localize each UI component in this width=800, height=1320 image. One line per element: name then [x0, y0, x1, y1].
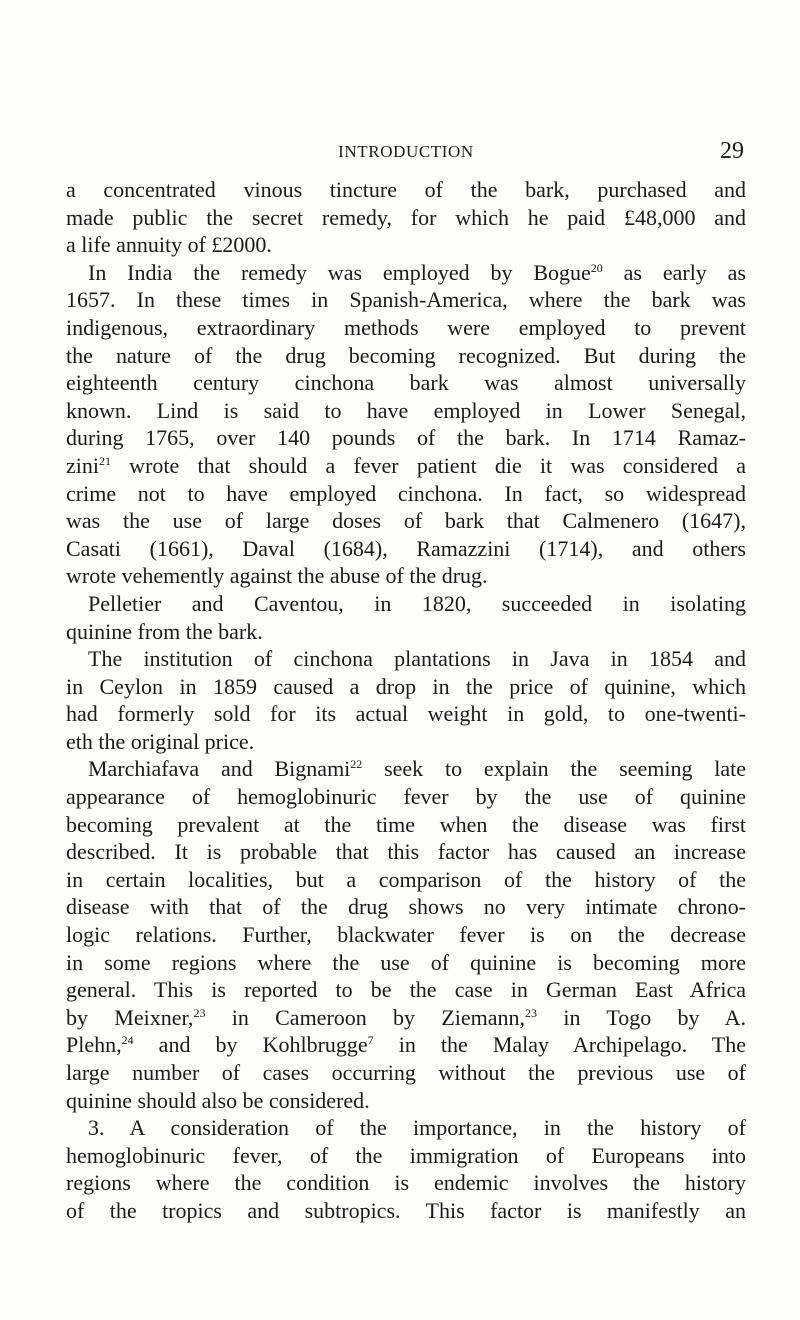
text-line	[66, 1142, 746, 1170]
text-segment: was the use of large doses of bark that Calmenero (1647),	[66, 508, 746, 534]
text-line	[66, 976, 746, 1004]
text-line	[66, 176, 746, 204]
text-segment: disease with that of the drug shows no very intimate chrono-	[66, 894, 746, 920]
text-segment: zini	[66, 452, 99, 478]
text-segment: indigenous, extraordinary methods were employed to prevent	[66, 314, 746, 340]
text-segment: in some regions where the use of quinine is becoming more	[66, 949, 746, 975]
text-segment: seek to explain the seeming late	[362, 756, 746, 782]
text-segment: the nature of the drug becoming recognized. But during the	[66, 342, 746, 368]
text-segment: Marchiafava and Bignami	[88, 756, 351, 782]
page-number: 29	[720, 138, 744, 164]
text-segment: large number of cases occurring without the previous use of	[66, 1060, 746, 1085]
text-line	[66, 342, 746, 370]
text-line	[66, 866, 746, 894]
text-line	[66, 645, 746, 673]
text-line	[66, 1004, 746, 1032]
text-line	[66, 755, 746, 783]
text-segment: In India the remedy was employed by Bogue	[88, 259, 591, 285]
text-segment: as early as	[602, 259, 746, 285]
text-segment: in the Malay Archipelago. The	[373, 1032, 746, 1058]
text-line	[66, 480, 746, 508]
text-line	[66, 369, 746, 397]
text-segment: Plehn,	[66, 1032, 122, 1058]
text-line	[66, 397, 746, 425]
text-line	[66, 1059, 746, 1087]
text-line	[66, 728, 746, 756]
text-line	[66, 259, 746, 287]
text-segment: Pelletier and Caventou, in 1820, succeeded in isolating	[88, 590, 746, 616]
text-segment: wrote that should a fever patient die it was considered a	[111, 452, 746, 478]
text-line	[66, 590, 746, 618]
text-line	[66, 811, 746, 839]
text-segment: hemoglobinuric fever, of the immigration of Europeans into	[66, 1142, 746, 1168]
text-segment: eighteenth century cinchona bark was almost universally	[66, 370, 746, 396]
text-segment: and by Kohlbrugge	[133, 1032, 368, 1058]
text-line	[66, 452, 746, 480]
text-line	[66, 535, 746, 563]
running-head: INTRODUCTION	[338, 142, 474, 161]
footnote-reference: 24	[121, 1033, 134, 1048]
text-line	[66, 618, 746, 646]
text-segment: in Togo by A.	[537, 1004, 746, 1030]
text-segment: regions where the condition is endemic involves the history	[66, 1170, 746, 1196]
footnote-reference: 23	[525, 1005, 538, 1020]
text-segment: known. Lind is said to have employed in Lower Senegal,	[66, 397, 746, 423]
text-segment: a concentrated vinous tincture of the bark, purchased and	[66, 177, 746, 202]
text-line	[66, 673, 746, 701]
text-line	[66, 1169, 746, 1197]
text-segment: crime not to have employed cinchona. In fact, so widespread	[66, 480, 746, 506]
text-segment: had formerly sold for its actual weight in gold, to one-twenti-	[66, 701, 746, 727]
footnote-reference: 22	[350, 757, 363, 772]
page-header	[66, 138, 746, 166]
text-segment: becoming prevalent at the time when the disease was first	[66, 811, 746, 837]
text-line	[66, 1031, 746, 1059]
text-line	[66, 1197, 746, 1225]
text-line	[66, 1087, 746, 1115]
text-line	[66, 921, 746, 949]
text-segment: 1657. In these times in Spanish-America, where the bark was	[66, 287, 746, 313]
footnote-reference: 23	[193, 1005, 206, 1020]
text-segment: wrote vehemently against the abuse of the drug.	[66, 563, 488, 589]
footnote-reference: 21	[99, 453, 111, 468]
text-segment: Casati (1661), Daval (1684), Ramazzini (1714), and others	[66, 535, 746, 561]
text-line	[66, 204, 746, 232]
text-line	[66, 1114, 746, 1142]
text-line	[66, 783, 746, 811]
text-segment: general. This is reported to be the case in German East Africa	[66, 977, 746, 1003]
text-segment: in Ceylon in 1859 caused a drop in the price of quinine, which	[66, 673, 746, 699]
footnote-reference: 7	[367, 1033, 374, 1048]
text-line	[66, 314, 746, 342]
text-segment: appearance of hemoglobinuric fever by the use of quinine	[66, 784, 746, 810]
text-segment: The institution of cinchona plantations in Java in 1854 and	[88, 646, 746, 672]
text-segment: made public the secret remedy, for which he paid £48,000 and	[66, 204, 746, 230]
text-segment: quinine from the bark.	[66, 618, 263, 644]
text-segment: eth the original price.	[66, 728, 255, 754]
text-segment: of the tropics and subtropics. This factor is manifestly an	[66, 1197, 746, 1223]
text-line	[66, 893, 746, 921]
body-text	[66, 176, 746, 1225]
text-line	[66, 838, 746, 866]
text-segment: a life annuity of £2000.	[66, 232, 272, 258]
text-segment: by Meixner,	[66, 1004, 194, 1030]
text-segment: in Cameroon by Ziemann,	[205, 1004, 526, 1030]
text-line	[66, 231, 746, 259]
text-segment: during 1765, over 140 pounds of the bark. In 1714 Ramaz-	[66, 425, 746, 451]
text-line	[66, 424, 746, 452]
footnote-reference: 20	[590, 260, 603, 275]
text-segment: quinine should also be considered.	[66, 1087, 370, 1113]
text-line	[66, 562, 746, 590]
text-segment: in certain localities, but a comparison of the history of the	[66, 866, 746, 892]
text-segment: 3. A consideration of the importance, in the history of	[88, 1115, 746, 1141]
text-line	[66, 286, 746, 314]
text-line	[66, 949, 746, 977]
text-line	[66, 700, 746, 728]
text-segment: described. It is probable that this factor has caused an increase	[66, 839, 746, 865]
text-line	[66, 507, 746, 535]
text-segment: logic relations. Further, blackwater fever is on the decrease	[66, 922, 746, 948]
